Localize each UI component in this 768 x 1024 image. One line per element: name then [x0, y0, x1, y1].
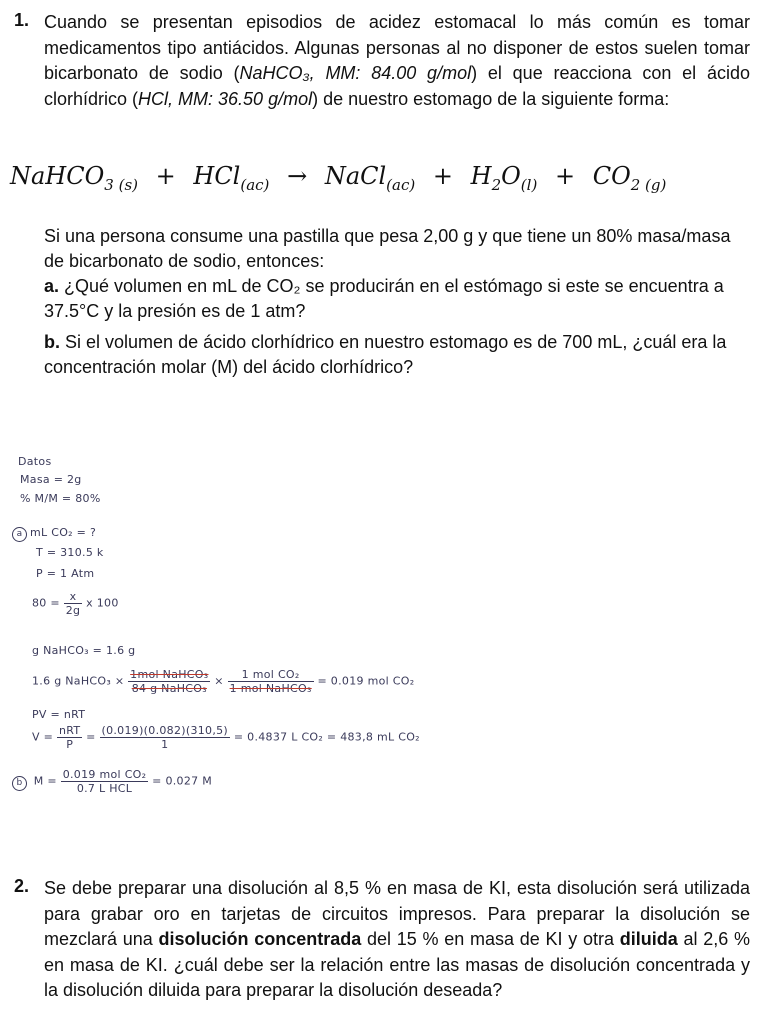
question-1	[14, 10, 750, 112]
hw-equals: =	[86, 730, 96, 744]
hw-percent-equation	[32, 590, 119, 617]
q2-bold-diluted: diluida	[619, 929, 678, 949]
hw-v-lhs: V =	[32, 730, 54, 744]
hw-pct-num: x	[64, 590, 83, 604]
hw-conv-fraction-2	[228, 668, 314, 695]
hw-pct-fraction	[64, 590, 83, 617]
question-1-intro	[44, 10, 750, 112]
hw-circle-b: b	[12, 776, 27, 791]
hw-pct-rhs: x 100	[86, 596, 119, 610]
hw-ideal-gas: PV = nRT	[32, 708, 86, 721]
reactant-nahco3: NaHCO	[10, 162, 105, 190]
hw-m-lhs: M =	[33, 774, 57, 788]
hw-m-result: = 0.027 M	[152, 774, 213, 788]
item-a-label: a.	[44, 276, 60, 296]
question-1a	[44, 274, 750, 324]
item-a-text: ¿Qué volumen en mL de CO₂ se producirán en el estómago si este se encuentra a 37.5°C y la presión es de 1 atm?	[44, 276, 724, 321]
question-1b	[44, 330, 750, 380]
product-co2: CO	[592, 162, 631, 190]
hw-v-f1-num: nRT	[58, 724, 81, 737]
item-b-label: b.	[44, 332, 60, 352]
q2-bold-concentrated: disolución concentrada	[158, 929, 362, 949]
hw-circle-a: a	[12, 527, 27, 542]
question-1-number: 1.	[14, 10, 30, 30]
hw-conv-f2-num: 1 mol CO₂	[228, 668, 314, 682]
hw-v-f2-num: (0.019)(0.082)(310,5)	[101, 724, 229, 737]
hw-part-a-header	[12, 526, 96, 542]
product-co2-state: 2 (g)	[630, 175, 667, 194]
hw-g-nahco3: g NaHCO₃ = 1.6 g	[32, 644, 136, 657]
hw-datos: Datos	[18, 455, 52, 468]
reaction-arrow: →	[287, 162, 308, 190]
question-2	[14, 876, 750, 1004]
nahco3-info: NaHCO₃, MM: 84.00 g/mol	[239, 63, 472, 83]
product-water-o: O	[501, 162, 521, 190]
reactant-hcl: HCl	[193, 162, 241, 190]
plus-sign: +	[554, 162, 576, 190]
hw-m-num: 0.019 mol CO₂	[62, 768, 147, 781]
q2-text-3: al 2,6 % en masa de KI. ¿cuál debe ser la relación entre las masas de disolución concentrada y la disolución diluida para preparar la disolución deseada?	[44, 929, 750, 1000]
hw-temperature: T = 310.5 k	[36, 546, 104, 559]
plus-sign: +	[432, 162, 453, 190]
hw-conv-result: = 0.019 mol CO₂	[317, 674, 415, 688]
hw-times: ×	[214, 674, 224, 688]
question-1-context: Si una persona consume una pastilla que pesa 2,00 g y que tiene un 80% masa/masa de bicarbonato de sodio, entonces:	[44, 226, 731, 271]
hw-mm: % M/M = 80%	[20, 492, 101, 505]
hw-v-fraction-2	[100, 724, 231, 751]
item-b-text: Si el volumen de ácido clorhídrico en nuestro estomago es de 700 mL, ¿cuál era la concentración molar (M) del ácido clorhídrico?	[44, 332, 727, 377]
chemical-equation	[10, 162, 760, 194]
product-water-state: (l)	[520, 175, 538, 194]
hw-conv-f2-den: 1 mol NaHCO₃	[229, 682, 312, 695]
hw-conv-start: 1.6 g NaHCO₃ ×	[32, 674, 125, 688]
hw-conv-fraction-1	[128, 668, 210, 695]
plus-sign: +	[155, 162, 176, 190]
intro-part-a: Cuando se presentan episodios de acidez estomacal lo más común es tomar medicamentos tipo antiácidos. Algunas personas al no disponer de estos suelen tomar bicarbonato de sodio (	[44, 12, 750, 83]
hw-conv-f1-den: 84 g NaHCO₃	[131, 682, 207, 695]
hw-masa: Masa = 2g	[20, 473, 82, 486]
hw-conversion	[32, 668, 414, 695]
q2-text-2: del 15 % en masa de KI y otra	[361, 929, 620, 949]
hw-pct-lhs: 80 =	[32, 596, 60, 610]
q2-text-1: Se debe preparar una disolución al 8,5 % en masa de KI, esta disolución será utilizada para grabar oro en tarjetas de circuitos impresos. Para preparar la disolución se mezclará una	[44, 878, 750, 949]
hw-conv-f1-num: 1mol NaHCO₃	[130, 668, 209, 681]
hw-v-result: = 0.4837 L CO₂ = 483,8 mL CO₂	[233, 730, 420, 744]
hw-v-f1-den: P	[66, 738, 74, 751]
product-nacl: NaCl	[324, 162, 387, 190]
product-water-sub: 2	[491, 175, 502, 194]
question-2-number: 2.	[14, 876, 30, 896]
intro-part-c: ) de nuestro estomago de la siguiente forma:	[312, 88, 670, 109]
hw-pressure: P = 1 Atm	[36, 567, 95, 580]
product-water-h: H	[470, 162, 492, 190]
hcl-info: HCl, MM: 36.50 g/mol	[138, 88, 313, 109]
hw-pct-den: 2g	[65, 604, 81, 617]
question-2-text	[44, 876, 750, 1004]
hw-v-f2-den: 1	[161, 738, 169, 751]
hw-part-b	[12, 768, 212, 795]
hw-volume-equation	[32, 724, 420, 751]
product-nacl-state: (ac)	[386, 175, 416, 194]
reactant-hcl-state: (ac)	[240, 175, 270, 194]
hw-v-fraction-1	[57, 724, 82, 751]
reactant-nahco3-state: 3 (s)	[104, 175, 138, 194]
hw-m-fraction	[61, 768, 149, 795]
hw-m-den: 0.7 L HCL	[76, 782, 133, 795]
intro-part-b: ) el que reacciona con el ácido clorhídrico (	[44, 63, 750, 109]
hw-a-unknown: mL CO₂ = ?	[30, 526, 97, 539]
